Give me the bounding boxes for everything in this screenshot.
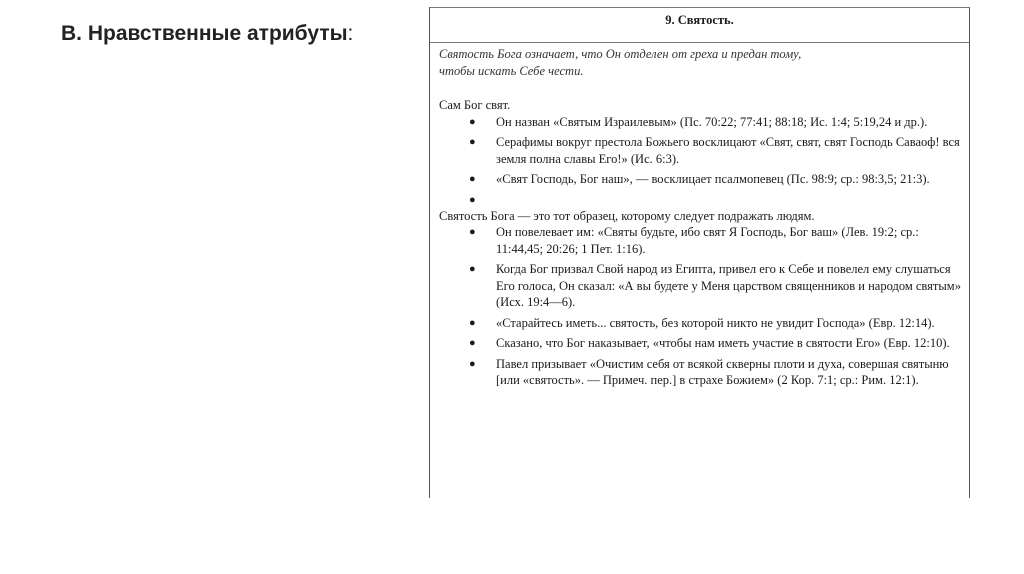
list-item-text: «Старайтесь иметь... святость, без которой никто не увидит Господа» (Евр. 12:14). bbox=[496, 315, 935, 330]
slide-title bbox=[61, 22, 353, 46]
section-heading: 9. Святость. bbox=[430, 8, 969, 43]
list-item-text: Серафимы вокруг престола Божьего восклицают «Свят, свят, свят Господь Саваоф! вся земля полна славы Его!» (Ис. 6:3). bbox=[496, 135, 960, 166]
model-list bbox=[439, 224, 961, 389]
list-item-text: Когда Бог призвал Свой народ из Египта, привел его к Себе и повелел ему слушаться Его голоса, Он сказал: «А вы будете у Меня царством священников и народом святым» (Исх. 19:4—6). bbox=[496, 262, 961, 309]
list-item bbox=[439, 356, 961, 389]
definition-text: Святость Бога означает, что Он отделен от греха и предан тому, чтобы искать Себе чести. bbox=[439, 47, 802, 78]
list-item bbox=[439, 335, 961, 352]
list-item bbox=[439, 261, 961, 311]
bullet-icon: ● bbox=[469, 136, 476, 148]
list-item-text: «Свят Господь, Бог наш», — восклицает псалмопевец (Пс. 98:9; ср.: 98:3,5; 21:3). bbox=[496, 172, 930, 186]
list-item bbox=[439, 171, 961, 188]
bullet-icon: ● bbox=[469, 193, 476, 206]
holy-intro: Сам Бог свят. bbox=[439, 98, 511, 112]
bullet-icon: ● bbox=[469, 115, 476, 128]
list-item-text: Павел призывает «Очистим себя от всякой скверны плоти и духа, совершая святыню [или «святость». — Примеч. пер.] в страхе Божием» (2 Кор. 7:1; ср.: Рим. 12:1). bbox=[496, 356, 949, 387]
bullet-icon: ● bbox=[469, 316, 476, 329]
bullet-icon: ● bbox=[469, 226, 476, 238]
list-item-text: Сказано, что Бог наказывает, «чтобы нам иметь участие в святости Его» (Евр. 12:10). bbox=[496, 336, 950, 350]
holy-list bbox=[439, 114, 961, 208]
model-intro: Святость Бога — это тот образец, которому следует подражать людям. bbox=[439, 208, 815, 223]
slide-title-text: В. Нравственные атрибуты bbox=[61, 22, 348, 45]
bullet-icon: ● bbox=[469, 337, 476, 349]
list-item bbox=[439, 315, 961, 332]
list-item bbox=[439, 224, 961, 257]
list-item-text: Он назван «Святым Израилевым» (Пс. 70:22; 77:41; 88:18; Ис. 1:4; 5:19,24 и др.). bbox=[496, 114, 928, 129]
list-item bbox=[439, 134, 961, 167]
slide-title-colon: : bbox=[347, 22, 354, 45]
list-item bbox=[439, 114, 961, 131]
list-item-text: Он повелевает им: «Святы будьте, ибо свят Я Господь, Бог ваш» (Лев. 19:2; ср.: 11:44,45; 20:26; 1 Пет. 1:16). bbox=[496, 225, 919, 256]
bullet-icon: ● bbox=[469, 173, 476, 185]
document-table bbox=[429, 7, 970, 498]
bullet-icon: ● bbox=[469, 263, 476, 275]
bullet-icon: ● bbox=[469, 357, 476, 370]
document-body bbox=[430, 43, 969, 389]
list-item-empty bbox=[439, 192, 961, 208]
